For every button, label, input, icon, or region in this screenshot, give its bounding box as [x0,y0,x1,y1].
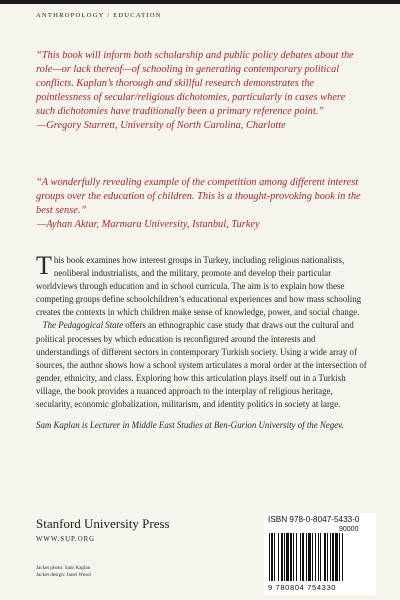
top-rule [0,0,400,4]
barcode-bar [300,533,301,581]
barcode-bar [342,533,343,581]
blurb-attribution: —Gregory Starrett, University of North Carolina, Charlotte [37,120,286,131]
blurb-quote-text: “This book will inform both scholarship and public policy debates about the role—or lack thereof—of schooling in generating contemporary political conflicts. Kaplan’s thorough and skillful research demonstrates the pointlessness of secular/religious dichotomies, particularly in cases where such dichotomies have traditionally been a primary reference point.” [36,50,354,117]
description-paragraph-2 [36,319,368,411]
drop-cap: T [36,251,52,280]
blurb-quote-text: “A wonderfully revealing example of the competition among different interest groups over the education of children. This is a thought-provoking book in the best sense.” [36,177,361,216]
barcode-bars [269,533,371,583]
barcode-bar [339,533,340,581]
barcode-bar [278,533,279,581]
barcode-bar [286,533,289,581]
design-credit: Jacket design: Janet Wood [36,572,91,578]
barcode-bar [327,533,328,581]
barcode-panel [264,513,376,595]
barcode-bar [281,533,283,581]
book-title-italic: The Pedagogical State [42,320,124,331]
blurb-attribution: —Ayhan Aktar, Marmara University, Istanbul, Turkey [37,219,260,230]
barcode-bar [271,533,273,581]
price-code: 90000 [339,526,359,533]
barcode-bar [332,533,334,581]
author-bio: Sam Kaplan is Lecturer in Middle East Studies at Ben-Gurion University of the Negev. [36,420,344,431]
paragraph-2-text: offers an ethnographic case study that draws out the cultural and political processes by which education is reconfigured around the interests and understandings of different sectors in contemporary Turkish society. Using a wide array of sources, the author shows how a school system articulates a moral order at the intersection of gender, ethnicity, and class. Exploring how this articulation plays itself out in a Turkish village, the book provides a nuanced approach to the interplay of religious heritage, secularity, economic globalization, militarism, and identity politics in society at large. [36,320,367,410]
barcode-bar [306,533,307,581]
paragraph-1-text: his book examines how interest groups in Turkey, including religious nationalists, neoliberal industrialists, and the military, promote and develop their particular worldviews through education and in school curricula. The aim is to explain how these competing groups define schoolchildren’s educational experiences and how mass schooling creates the contexts in which children make sense of knowledge, power, and social change. [36,255,362,318]
barcode-bar [296,533,297,581]
barcode-bar [284,533,285,581]
barcode-bar [335,533,338,581]
publisher-name: Stanford University Press [36,516,170,531]
barcode-bar [308,533,311,581]
barcode-bar [274,533,275,581]
isbn-label: ISBN 978-0-8047-5433-0 [268,515,360,524]
description-paragraph-1 [36,251,368,319]
photo-credit: Jacket photo: Sam Kaplan [36,565,91,571]
publisher-url: WWW.SUP.ORG [36,536,96,543]
barcode-bar [320,533,321,581]
blurb-quote-2 [36,176,366,232]
barcode-bar [302,533,304,581]
barcode-digits: 9 780804 754330 [268,583,337,592]
barcode-bar [293,533,294,581]
barcode-bar [324,533,326,581]
book-description [36,251,368,432]
barcode-bar [330,533,331,581]
category-label: ANTHROPOLOGY / EDUCATION [36,12,162,19]
barcode-bar [269,533,270,581]
blurb-quote-1 [36,49,366,133]
barcode-bar [290,533,292,581]
barcode-bar [312,533,313,581]
barcode-bar [315,533,316,581]
jacket-credits [36,565,91,579]
barcode-bar [318,533,319,581]
